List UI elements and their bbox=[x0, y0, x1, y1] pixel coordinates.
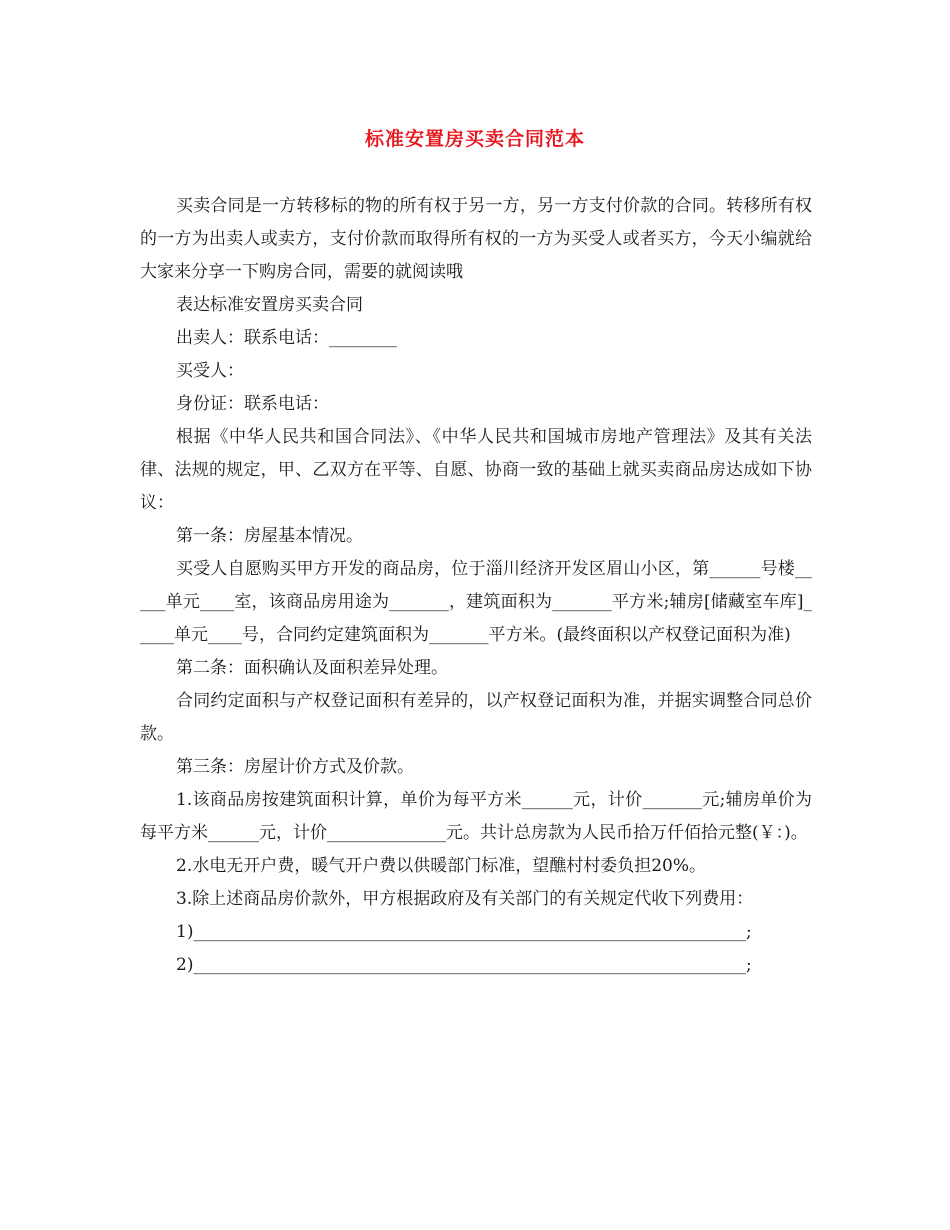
paragraph-article-1-heading: 第一条：房屋基本情况。 bbox=[176, 526, 363, 546]
paragraph-id-card: 身份证：联系电话： bbox=[176, 394, 329, 414]
paragraph-article-3-heading: 第三条：房屋计价方式及价款。 bbox=[176, 757, 414, 777]
paragraph-fee-line-2: 2)_________________________________________________________________; bbox=[176, 955, 752, 975]
paragraph-seller: 出卖人：联系电话：________ bbox=[176, 328, 397, 348]
paragraph-article-3-item-1: 1.该商品房按建筑面积计算，单价为每平方米______元，计价_______元;辅房单价为每平方米______元，计价______________元。共计总房款为人民币拾万仟佰拾元整(￥：)。 bbox=[140, 790, 812, 843]
paragraph-article-3-item-2: 2.水电无开户费，暖气开户费以供暖部门标准，望醮村村委负担20%。 bbox=[176, 856, 707, 876]
paragraph-legal-basis: 根据《中华人民共和国合同法》、《中华人民共和国城市房地产管理法》及其有关法律、法规的规定，甲、乙双方在平等、自愿、协商一致的基础上就买卖商品房达成如下协议： bbox=[140, 427, 812, 513]
paragraph-article-1-body: 买受人自愿购买甲方开发的商品房，位于淄川经济开发区眉山小区，第______号楼_____单元____室，该商品房用途为_______，建筑面积为_______平方米;辅房[储藏室车库]_____单元____号，合同约定建筑面积为_______平方米。(最终面积以产权登记面积为准) bbox=[140, 559, 812, 645]
paragraph-article-2-body: 合同约定面积与产权登记面积有差异的，以产权登记面积为准，并据实调整合同总价款。 bbox=[140, 691, 812, 744]
document-title: 标准安置房买卖合同范本 bbox=[364, 128, 585, 150]
paragraph-fee-line-1: 1)_________________________________________________________________; bbox=[176, 922, 752, 942]
paragraph-intro: 买卖合同是一方转移标的物的所有权于另一方，另一方支付价款的合同。转移所有权的一方为出卖人或卖方，支付价款而取得所有权的一方为买受人或者买方，今天小编就给大家来分享一下购房合同，需要的就阅读哦 bbox=[140, 196, 812, 282]
paragraph-article-2-heading: 第二条：面积确认及面积差异处理。 bbox=[176, 658, 448, 678]
paragraph-heading: 表达标准安置房买卖合同 bbox=[176, 295, 363, 315]
paragraph-buyer: 买受人： bbox=[176, 361, 244, 381]
paragraph-article-3-item-3: 3.除上述商品房价款外，甲方根据政府及有关部门的有关规定代收下列费用： bbox=[176, 889, 754, 909]
document-body bbox=[140, 190, 812, 982]
